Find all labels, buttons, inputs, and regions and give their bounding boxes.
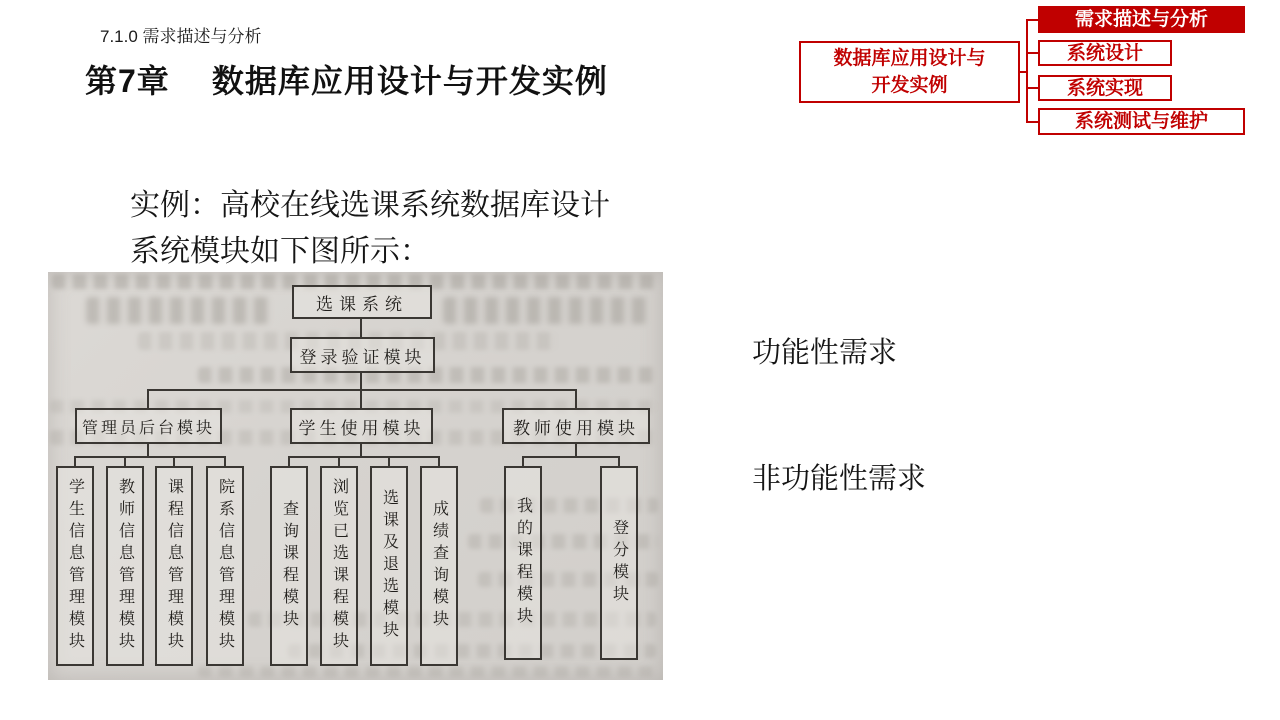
nav-connector: [1026, 19, 1028, 123]
bleed-smudge: [198, 666, 656, 677]
diagram-leaf-course-info: [155, 466, 193, 666]
diagram-connector: [338, 456, 340, 466]
leaf-label: 院系信息管理模块: [216, 478, 234, 654]
nav-connector: [1026, 87, 1038, 89]
nav-item-requirements[interactable]: 需求描述与分析: [1038, 6, 1245, 33]
nav-item-system-implementation[interactable]: 系统实现: [1038, 75, 1172, 101]
diagram-connector: [522, 456, 524, 466]
nav-connector: [1026, 52, 1038, 54]
leaf-label: 我的课程模块: [514, 497, 532, 629]
nav-item-system-testing[interactable]: 系统测试与维护: [1038, 108, 1245, 135]
diagram-connector: [388, 456, 390, 466]
leaf-label: 选课及退选模块: [380, 489, 398, 643]
module-diagram-scan: [48, 272, 663, 680]
diagram-connector: [360, 319, 362, 338]
diagram-branch-admin: 管理员后台模块: [75, 408, 222, 444]
nav-connector: [1026, 121, 1038, 123]
diagram-connector: [124, 456, 126, 466]
diagram-leaf-query-course: [270, 466, 308, 666]
leaf-label: 登分模块: [610, 519, 628, 607]
leaf-label: 浏览已选课程模块: [330, 478, 348, 654]
leaf-label: 查询课程模块: [280, 500, 298, 632]
diagram-connector: [438, 456, 440, 466]
nav-root-line2: 开发实例: [871, 75, 948, 96]
chapter-label: 第7章: [85, 63, 170, 99]
page-title: [85, 56, 608, 102]
leaf-label: 学生信息管理模块: [66, 478, 84, 654]
diagram-branch-student: 学生使用模块: [290, 408, 433, 444]
nav-root-line1: 数据库应用设计与: [833, 48, 986, 69]
diagram-connector: [360, 389, 362, 408]
leaf-label: 课程信息管理模块: [165, 478, 183, 654]
diagram-leaf-grade-query: [420, 466, 458, 666]
body-line-example: 实例：高校在线选课系统数据库设计: [130, 189, 610, 222]
diagram-leaf-grade-entry: [600, 466, 638, 660]
nav-item-system-design[interactable]: 系统设计: [1038, 40, 1172, 66]
body-line-modules: 系统模块如下图所示：: [130, 235, 430, 268]
nav-connector: [1026, 19, 1038, 21]
nav-root-box: [799, 41, 1020, 103]
diagram-connector: [224, 456, 226, 466]
diagram-leaf-department-info: [206, 466, 244, 666]
diagram-connector: [575, 389, 577, 408]
diagram-leaf-select-withdraw: [370, 466, 408, 666]
diagram-leaf-student-info: [56, 466, 94, 666]
label-nonfunctional-requirements: 非功能性需求: [752, 463, 927, 495]
bleed-smudge: [86, 297, 271, 324]
diagram-login-node: 登录验证模块: [290, 337, 435, 373]
title-text: 数据库应用设计与开发实例: [211, 63, 608, 99]
diagram-root-node: 选课系统: [292, 285, 432, 319]
diagram-connector: [288, 456, 290, 466]
diagram-connector: [74, 456, 76, 466]
leaf-label: 成绩查询模块: [430, 500, 448, 632]
section-label: 7.1.0 需求描述与分析: [100, 27, 262, 46]
diagram-connector: [147, 389, 149, 408]
diagram-connector: [618, 456, 620, 466]
label-functional-requirements: 功能性需求: [752, 337, 898, 369]
leaf-label: 教师信息管理模块: [116, 478, 134, 654]
diagram-leaf-browse-selected: [320, 466, 358, 666]
diagram-leaf-my-courses: [504, 466, 542, 660]
diagram-connector: [147, 389, 577, 391]
diagram-connector: [522, 456, 620, 458]
diagram-connector: [288, 456, 440, 458]
diagram-leaf-teacher-info: [106, 466, 144, 666]
diagram-connector: [74, 456, 226, 458]
bleed-smudge: [443, 297, 648, 324]
diagram-branch-teacher: 教师使用模块: [502, 408, 650, 444]
diagram-connector: [173, 456, 175, 466]
diagram-connector: [360, 373, 362, 390]
